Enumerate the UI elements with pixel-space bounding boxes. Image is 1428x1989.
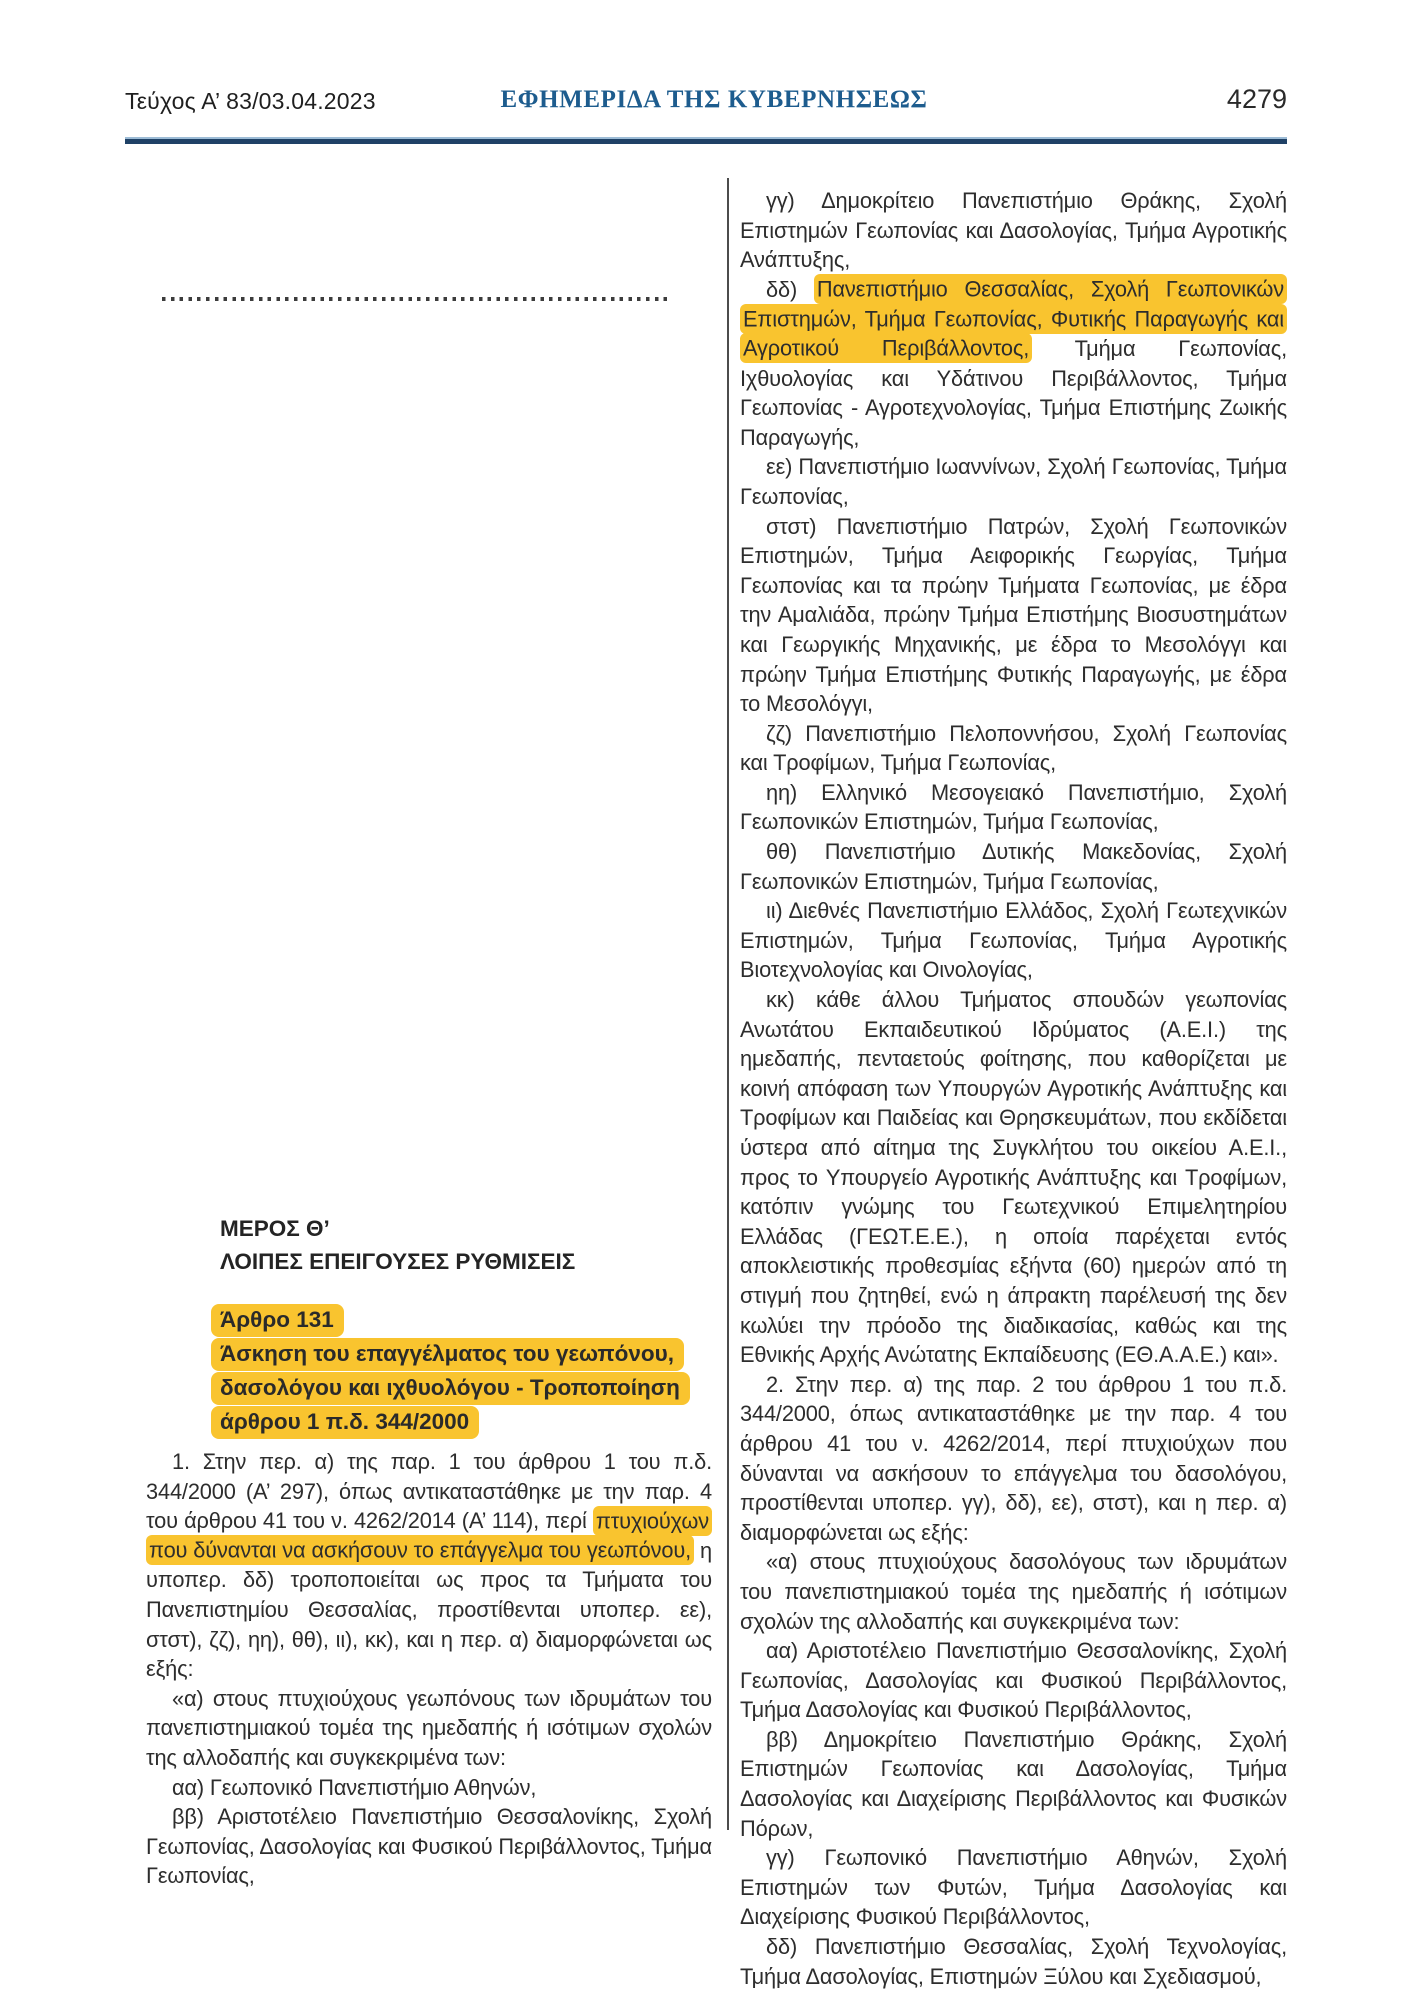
- text-segment: δδ): [766, 276, 814, 302]
- heading-line: [220, 1304, 712, 1337]
- paragraph: [740, 1547, 1287, 1636]
- header-issue-label: Τεύχος Α’ 83/03.04.2023: [125, 88, 376, 114]
- highlighted-heading-text: δασολόγου και ιχθυολόγου - Τροποποίηση: [211, 1372, 690, 1405]
- paragraph: [740, 778, 1287, 837]
- text-segment: δδ) Πανεπιστήμιο Θεσσαλίας, Σχολή Τεχνολογίας, Τμήμα Δασολογίας, Επιστημών Ξύλου και Σχεδιασμού,: [740, 1934, 1287, 1989]
- text-segment: 2. Στην περ. α) της παρ. 2 του άρθρου 1 του π.δ. 344/2000, όπως αντικαταστάθηκε με την παρ. 4 του άρθρου 41 του ν. 4262/2014, περί πτυχιούχων που δύνανται να ασκήσουν το επάγγελμα του δασολόγου, προστίθενται υποπερ. γγ), δδ), εε), στστ), και η περ. α) διαμορφώνεται ως εξής:: [740, 1371, 1287, 1545]
- paragraph: [740, 837, 1287, 896]
- paragraph: [740, 1843, 1287, 1932]
- text-segment: αα) Γεωπονικό Πανεπιστήμιο Αθηνών,: [172, 1774, 537, 1800]
- text-segment: κκ) κάθε άλλου Τμήματος σπουδών γεωπονίας Ανωτάτου Εκπαιδευτικού Ιδρύματος (Α.Ε.Ι.) της ημεδαπής, πενταετούς φοίτησης, που καθορίζεται με κοινή απόφαση των Υπουργών Αγροτικής Ανάπτυξης και Τροφίμων και Παιδείας και Θρησκευμάτων, που εκδίδεται ύστερα από αίτημα της Συγκλήτου του οικείου Α.Ε.Ι., προς το Υπουργείο Αγροτικής Ανάπτυξης και Τροφίμων, κατόπιν γνώμης του Γεωτεχνικού Επιμελητηρίου Ελλάδας (ΓΕΩΤ.Ε.Ε.), η οποία παρέχεται εντός αποκλειστικής προθεσμίας εξήντα (60) ημερών από τη στιγμή που ζητηθεί, ενώ η άπρακτη παρέλευσή της δεν κωλύει την πρόοδο της διαδικασίας, καθώς και της Εθνικής Αρχής Ανώτατης Εκπαίδευσης (ΕΘ.Α.Α.Ε.) και».: [740, 987, 1287, 1368]
- text-segment: ιι) Διεθνές Πανεπιστήμιο Ελλάδος, Σχολή Γεωτεχνικών Επιστημών, Τμήμα Γεωπονίας, Τμήμα Αγροτικής Βιοτεχνολογίας και Οινολογίας,: [740, 898, 1287, 983]
- paragraph: [740, 275, 1287, 453]
- paragraph: [740, 1636, 1287, 1725]
- text-segment: ββ) Αριστοτέλειο Πανεπιστήμιο Θεσσαλονίκης, Σχολή Γεωπονίας, Δασολογίας και Φυσικού Περιβάλλοντος, Τμήμα Γεωπονίας,: [146, 1804, 712, 1889]
- text-segment: «α) στους πτυχιούχους δασολόγους των ιδρυμάτων του πανεπιστημιακού τομέα της ημεδαπής ή ισότιμων σχολών της αλλοδαπής και συγκεκριμένα των:: [740, 1549, 1287, 1634]
- highlighted-text: Πανεπιστήμιο Θεσσαλίας, Σχολή Γεωπονικών Επιστημών, Τμήμα Γεωπονίας, Φυτικής Παραγωγής και Αγροτικού Περιβάλλοντος,: [740, 274, 1287, 363]
- paragraph: [146, 1802, 712, 1891]
- highlighted-heading-text: άρθρου 1 π.δ. 344/2000: [211, 1406, 479, 1439]
- text-segment: «α) στους πτυχιούχους γεωπόνους των ιδρυμάτων του πανεπιστημιακού τομέα της ημεδαπής ή ισότιμων σχολών της αλλοδαπής και συγκεκριμένα των:: [146, 1685, 712, 1770]
- paragraph: [740, 512, 1287, 719]
- heading-line: [220, 1372, 712, 1405]
- text-segment: η υποπερ. δδ) τροποποιείται ως προς τα Τμήματα του Πανεπιστημίου Θεσσαλίας, προστίθενται υποπερ. εε), στστ), ζζ), ηη), θθ), ιι), κκ), και η περ. α) διαμορφώνεται ως εξής:: [146, 1537, 712, 1682]
- page-title: ΕΦΗΜΕΡΙΔΑ ΤΗΣ ΚΥΒΕΡΝΗΣΕΩΣ: [500, 86, 928, 113]
- text-segment: γγ) Γεωπονικό Πανεπιστήμιο Αθηνών, Σχολή Επιστημών των Φυτών, Τμήμα Δασολογίας και Διαχείρισης Φυσικού Περιβάλλοντος,: [740, 1845, 1287, 1930]
- text-segment: στστ) Πανεπιστήμιο Πατρών, Σχολή Γεωπονικών Επιστημών, Τμήμα Αειφορικής Γεωργίας, Τμήμα Γεωπονίας και τα πρώην Τμήματα Γεωπονίας, με έδρα την Αμαλιάδα, πρώην Τμήμα Επιστήμης Βιοσυστημάτων και Γεωργικής Μηχανικής, με έδρα το Μεσολόγγι και πρώην Τμήμα Επιστήμης Φυτικής Παραγωγής, με έδρα το Μεσολόγγι,: [740, 513, 1287, 717]
- paragraph: [740, 186, 1287, 275]
- paragraph: [740, 896, 1287, 985]
- text-segment: ηη) Ελληνικό Μεσογειακό Πανεπιστήμιο, Σχολή Γεωπονικών Επιστημών, Τμήμα Γεωπονίας,: [740, 779, 1287, 835]
- heading-line: [220, 1406, 712, 1439]
- text-segment: Τμήμα Γεωπονίας, Ιχθυολογίας και Υδάτινου Περιβάλλοντος, Τμήμα Γεωπονίας - Αγροτεχνολογίας, Τμήμα Επιστήμης Ζωικής Παραγωγής,: [740, 335, 1287, 450]
- text-segment: αα) Αριστοτέλειο Πανεπιστήμιο Θεσσαλονίκης, Σχολή Γεωπονίας, Δασολογίας και Φυσικού Περιβάλλοντος, Τμήμα Δασολογίας και Φυσικού Περιβάλλοντος,: [740, 1638, 1287, 1723]
- paragraph: [740, 985, 1287, 1370]
- highlighted-heading-text: Άρθρο 131: [211, 1304, 344, 1337]
- highlighted-text: πτυχιούχων που δύνανται να ασκήσουν το επάγγελμα του γεωπόνου,: [146, 1506, 712, 1566]
- article-body: [146, 1447, 712, 1891]
- text-segment: 1. Στην περ. α) της παρ. 1 του άρθρου 1 του π.δ. 344/2000 (Α’ 297), όπως αντικαταστάθηκε με την παρ. 4 του άρθρου 41 του ν. 4262/2014 (Α’ 114), περί: [146, 1449, 712, 1534]
- left-column: [146, 185, 712, 1891]
- page-number: 4279: [1226, 84, 1287, 114]
- header-rule: [125, 137, 1287, 144]
- article-body: [740, 186, 1287, 1989]
- paragraph: [146, 1447, 712, 1684]
- heading-line: ΛΟΙΠΕΣ ΕΠΕΙΓΟΥΣΕΣ ΡΥΘΜΙΣΕΙΣ: [220, 1249, 576, 1274]
- text-segment: ββ) Δημοκρίτειο Πανεπιστήμιο Θράκης, Σχολή Επιστημών Γεωπονίας και Δασολογίας, Τμήμα Δασολογίας και Διαχείρισης Περιβάλλοντος και Φυσικών Πόρων,: [740, 1726, 1287, 1841]
- part-heading: [220, 1212, 712, 1278]
- paragraph: [146, 1684, 712, 1773]
- article-heading: [220, 1304, 712, 1439]
- right-column: [740, 186, 1287, 1989]
- heading-line: ΜΕΡΟΣ Θ’: [220, 1216, 330, 1241]
- paragraph: [740, 1370, 1287, 1548]
- paragraph: [740, 1725, 1287, 1843]
- paragraph: [740, 1932, 1287, 1989]
- heading-line: [220, 1338, 712, 1371]
- paragraph: [740, 719, 1287, 778]
- text-segment: θθ) Πανεπιστήμιο Δυτικής Μακεδονίας, Σχολή Γεωπονικών Επιστημών, Τμήμα Γεωπονίας,: [740, 839, 1287, 894]
- text-segment: ζζ) Πανεπιστήμιο Πελοποννήσου, Σχολή Γεωπονίας και Τροφίμων, Τμήμα Γεωπονίας,: [740, 720, 1287, 776]
- text-segment: γγ) Δημοκρίτειο Πανεπιστήμιο Θράκης, Σχολή Επιστημών Γεωπονίας και Δασολογίας, Τμήμα Αγροτικής Ανάπτυξης,: [740, 188, 1287, 273]
- paragraph: [146, 1773, 712, 1803]
- highlighted-heading-text: Άσκηση του επαγγέλματος του γεωπόνου,: [211, 1338, 684, 1371]
- paragraph: [740, 452, 1287, 511]
- column-divider: [727, 178, 729, 1830]
- text-segment: εε) Πανεπιστήμιο Ιωαννίνων, Σχολή Γεωπονίας, Τμήμα Γεωπονίας,: [740, 454, 1287, 509]
- omitted-text-dots: [162, 297, 670, 301]
